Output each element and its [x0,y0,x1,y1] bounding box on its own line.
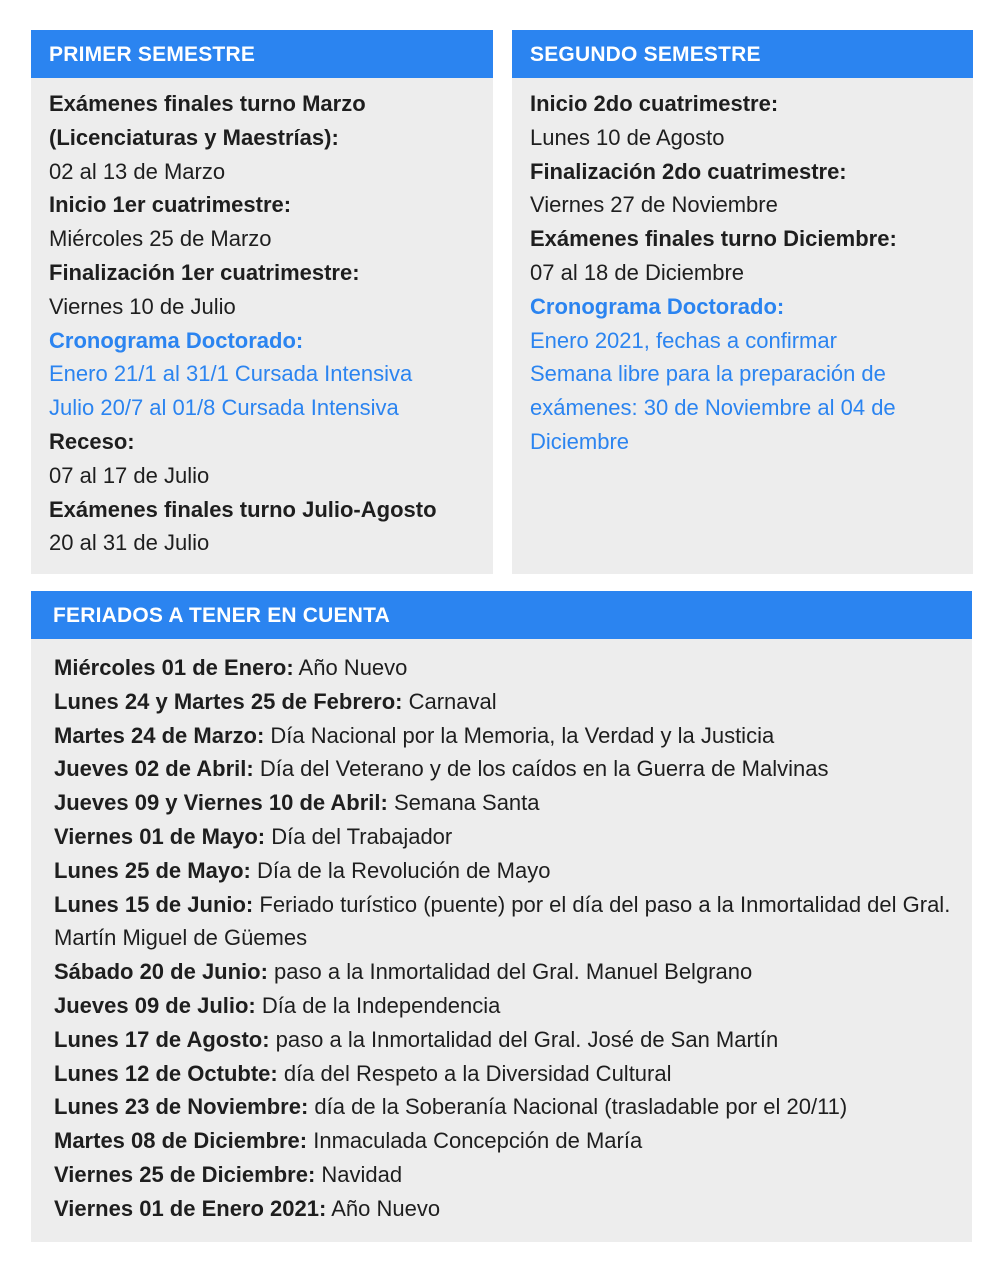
feriado-date: Miércoles 01 de Enero: [54,655,294,680]
feriado-date: Jueves 09 y Viernes 10 de Abril: [54,790,388,816]
feriado-date: Lunes 17 de Agosto: [54,1026,270,1052]
semana-libre-text: Semana libre para la preparación de exámenes: 30 de Noviembre al 04 de Diciembre [530,361,896,454]
doctorado-1-label: Cronograma Doctorado: [49,327,304,353]
feriado-date: Jueves 02 de Abril: [54,756,254,782]
feriado-item [54,651,952,685]
feriado-item [54,1158,952,1192]
feriado-date: Lunes 23 de Noviembre: [54,1094,309,1120]
primer-semestre-title: PRIMER SEMESTRE [31,30,493,78]
feriado-desc: Navidad [315,1161,403,1187]
finalizacion-2do-label: Finalización 2do cuatrimestre: [530,158,847,184]
feriado-item [54,685,952,719]
examenes-julio-value: 20 al 31 de Julio [49,530,210,556]
segundo-semestre-content [530,87,959,459]
feriado-item [54,820,952,854]
doctorado-2-label: Cronograma Doctorado: [530,293,785,319]
feriado-date: Lunes 15 de Junio: [54,891,254,917]
feriado-desc: Día de la Revolución de Mayo [250,857,551,883]
doctorado-1-line-2: Julio 20/7 al 01/8 Cursada Intensiva [49,395,399,421]
feriado-date: Lunes 24 y Martes 25 de Febrero: [54,688,403,714]
feriado-date: Jueves 09 de Julio: [54,992,256,1018]
feriado-desc: Día del Veterano y de los caídos en la Guerra de Malvinas [253,756,829,782]
feriado-item [54,955,952,989]
feriado-item [54,989,952,1023]
feriado-item [54,1090,952,1124]
feriado-desc: Día Nacional por la Memoria, la Verdad y la Justicia [264,722,775,748]
segundo-semestre-title: SEGUNDO SEMESTRE [512,30,973,78]
inicio-1er-label: Inicio 1er cuatrimestre: [49,192,292,218]
feriados-title: FERIADOS A TENER EN CUENTA [31,591,972,639]
finalizacion-1er-value: Viernes 10 de Julio [49,293,236,319]
examenes-marzo-label-2: (Licenciaturas y Maestrías): [49,124,339,150]
examenes-marzo-label: Exámenes finales turno Marzo [49,91,366,116]
feriado-item [54,1023,952,1057]
feriado-desc: Carnaval [402,688,497,714]
feriado-date: Lunes 12 de Octubte: [54,1060,278,1086]
feriado-desc: Año Nuevo [326,1195,441,1221]
doctorado-2-line-1: Enero 2021, fechas a confirmar [530,327,837,353]
feriado-date: Martes 24 de Marzo: [54,722,265,748]
receso-label: Receso: [49,428,135,454]
feriado-item [54,854,952,888]
feriado-item [54,1192,952,1226]
feriado-desc: día del Respeto a la Diversidad Cultural [277,1060,672,1086]
receso-value: 07 al 17 de Julio [49,462,210,488]
feriado-date: Viernes 25 de Diciembre: [54,1161,316,1187]
feriado-item [54,752,952,786]
primer-semestre-content [49,87,481,560]
feriado-date: Viernes 01 de Mayo: [54,823,266,849]
feriado-desc: Inmaculada Concepción de María [307,1128,643,1154]
feriado-item [54,888,952,956]
examenes-diciembre-label: Exámenes finales turno Diciembre: [530,226,897,252]
inicio-2do-label: Inicio 2do cuatrimestre: [530,91,779,116]
feriado-item [54,719,952,753]
segundo-semestre-panel [512,30,973,574]
feriado-desc: Día de la Independencia [255,992,501,1018]
feriado-date: Lunes 25 de Mayo: [54,857,251,883]
feriado-item [54,786,952,820]
feriado-date: Viernes 01 de Enero 2021: [54,1195,327,1221]
inicio-2do-value: Lunes 10 de Agosto [530,124,725,150]
primer-semestre-panel [31,30,493,574]
examenes-marzo-value: 02 al 13 de Marzo [49,158,226,184]
feriado-date: Martes 08 de Diciembre: [54,1128,308,1154]
feriado-desc: paso a la Inmortalidad del Gral. José de San Martín [269,1026,779,1052]
feriados-list [54,651,952,1226]
feriado-item [54,1057,952,1091]
feriado-desc: día de la Soberanía Nacional (trasladable por el 20/11) [308,1094,848,1120]
feriado-desc: paso a la Inmortalidad del Gral. Manuel Belgrano [267,959,753,985]
feriado-item [54,1124,952,1158]
finalizacion-1er-label: Finalización 1er cuatrimestre: [49,259,360,285]
inicio-1er-value: Miércoles 25 de Marzo [49,226,272,252]
feriados-panel [31,591,972,1242]
feriado-date: Sábado 20 de Junio: [54,959,268,985]
doctorado-1-line-1: Enero 21/1 al 31/1 Cursada Intensiva [49,361,413,387]
finalizacion-2do-value: Viernes 27 de Noviembre [530,192,778,218]
examenes-diciembre-value: 07 al 18 de Diciembre [530,259,745,285]
feriado-desc: Feriado turístico (puente) por el día del paso a la Inmortalidad del Gral. Martín Miguel de Güemes [54,891,951,951]
feriado-desc: Semana Santa [387,790,540,816]
feriado-desc: Año Nuevo [293,655,408,680]
feriado-desc: Día del Trabajador [265,823,453,849]
examenes-julio-label: Exámenes finales turno Julio-Agosto [49,496,437,522]
